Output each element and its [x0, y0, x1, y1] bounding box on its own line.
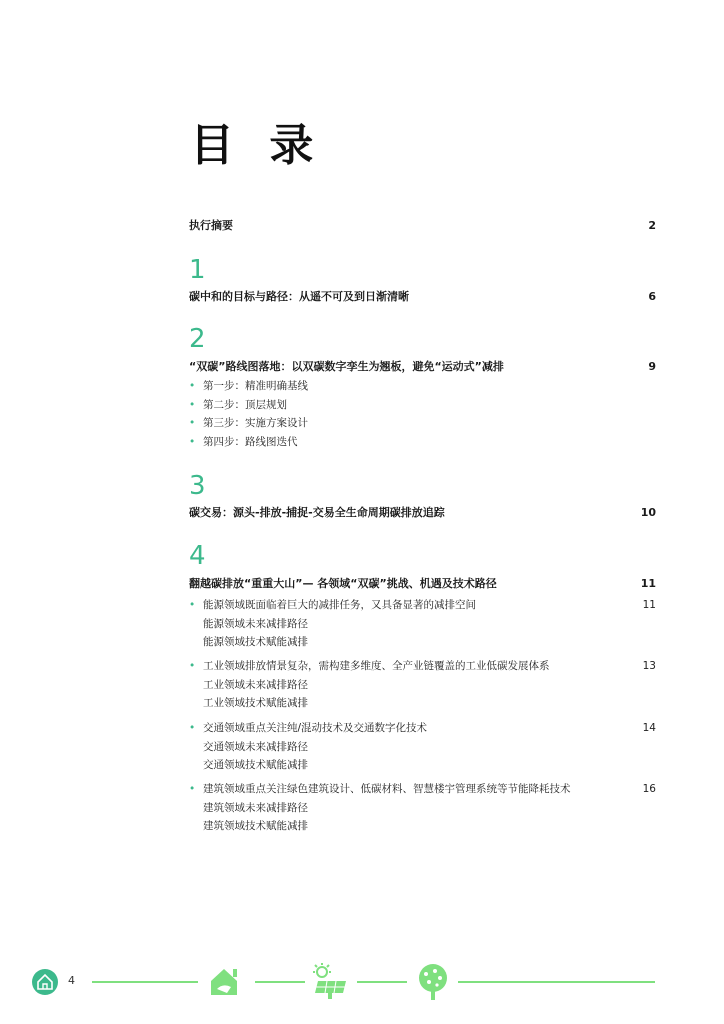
toc-page-number: 10: [640, 506, 656, 519]
divider: [458, 981, 655, 983]
list-item[interactable]: 工业领域未来减排路径: [203, 678, 308, 691]
house-hand-icon: [207, 965, 243, 999]
bullet-icon: •: [189, 722, 196, 734]
toc-entry-section-1[interactable]: [189, 289, 656, 305]
toc-group-building: [189, 780, 656, 836]
divider: [357, 981, 407, 983]
list-item[interactable]: • 建筑领域重点关注绿色建筑设计、低碳材料、智慧楼宇管理系统等节能降耗技术 16: [189, 780, 656, 799]
toc-entry-label: “双碳”路线图落地：以双碳数字孪生为翘板，避免“运动式”减排: [189, 360, 504, 373]
list-item[interactable]: • 工业领域排放情景复杂，需构建多维度、全产业链覆盖的工业低碳发展体系 13: [189, 657, 656, 676]
list-item[interactable]: 能源领域未来减排路径: [203, 617, 308, 630]
list-item[interactable]: 建筑领域未来减排路径: [203, 801, 308, 814]
section-number: 2: [189, 324, 206, 354]
toc-entry-label: 碳交易：源头-排放-捕捉-交易全生命周期碳排放追踪: [189, 506, 445, 519]
toc-page-number: 13: [642, 660, 656, 672]
bullet-icon: •: [189, 599, 196, 611]
section-number: 4: [189, 541, 206, 571]
toc-page-number: 2: [648, 219, 656, 232]
bullet-icon: •: [189, 398, 196, 411]
bullet-icon: •: [189, 380, 196, 392]
toc-group-energy: [189, 596, 656, 652]
toc-group-industry: [189, 657, 656, 713]
toc-entry-label: 碳中和的目标与路径：从遥不可及到日渐清晰: [189, 290, 409, 303]
toc-entry-label: 执行摘要: [189, 219, 233, 232]
list-item[interactable]: 工业领域技术赋能减排: [203, 697, 308, 709]
toc-page-number: 9: [648, 360, 656, 373]
divider: [92, 981, 198, 983]
section-number: 1: [189, 255, 206, 285]
section-2-items: [189, 377, 656, 451]
toc-entry-section-3[interactable]: [189, 505, 656, 521]
list-item[interactable]: • 第四步：路线图迭代: [189, 433, 656, 452]
list-item[interactable]: • 第一步：精准明确基线: [189, 377, 656, 396]
toc-page-number: 14: [642, 722, 656, 734]
section-number: 3: [189, 471, 206, 501]
list-item[interactable]: 建筑领域技术赋能减排: [203, 820, 308, 832]
bullet-icon: •: [189, 417, 196, 429]
toc-page-number: 11: [640, 577, 656, 590]
toc-page-number: 16: [642, 783, 656, 795]
divider: [255, 981, 305, 983]
toc-page-number: 6: [648, 290, 656, 303]
bullet-icon: •: [189, 660, 196, 672]
toc-entry-section-2[interactable]: [189, 359, 656, 375]
toc-group-transport: [189, 719, 656, 775]
list-item[interactable]: • 能源领域既面临着巨大的减排任务，又具备显著的减排空间 11: [189, 596, 656, 615]
bullet-icon: •: [189, 435, 196, 448]
list-item[interactable]: 交通领域未来减排路径: [203, 740, 308, 753]
page-title: 目 录: [190, 120, 324, 171]
list-item[interactable]: 能源领域技术赋能减排: [203, 636, 308, 648]
tree-icon: [413, 962, 453, 1002]
page-footer: [0, 960, 724, 1008]
list-item[interactable]: 交通领域技术赋能减排: [203, 759, 308, 771]
toc-page-number: 11: [642, 599, 656, 611]
toc-entry-exec[interactable]: [189, 218, 656, 234]
page-number: 4: [68, 974, 75, 987]
solar-panel-icon: [310, 963, 350, 1001]
toc-entry-section-4[interactable]: [189, 576, 656, 592]
toc-entry-label: 翻越碳排放“重重大山”— 各领域“双碳”挑战、机遇及技术路径: [189, 577, 497, 590]
list-item[interactable]: • 第二步：顶层规划: [189, 396, 656, 415]
home-icon[interactable]: [30, 967, 60, 997]
bullet-icon: •: [189, 783, 196, 795]
list-item[interactable]: • 第三步：实施方案设计: [189, 414, 656, 433]
list-item[interactable]: • 交通领域重点关注纯/混动技术及交通数字化技术 14: [189, 719, 656, 738]
